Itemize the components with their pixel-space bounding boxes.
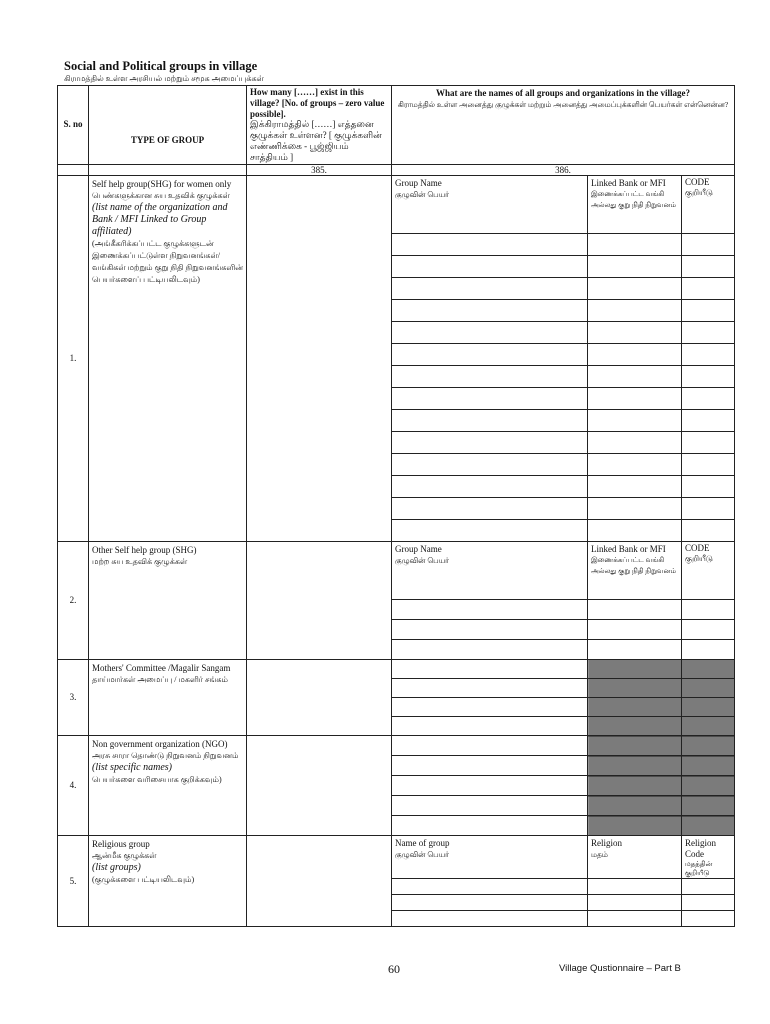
code-input[interactable] [682, 454, 735, 476]
religion-code-label-ta: மதத்தின் குறியீடு [685, 859, 713, 878]
group-type-ngo [89, 736, 247, 836]
bank-input[interactable] [588, 432, 682, 454]
bank-input[interactable] [588, 322, 682, 344]
footer-label: Village Qustionnaire – Part B [559, 963, 681, 974]
type-label-ta: மற்ற சுய உதவிக் குழுக்கள் [92, 557, 188, 567]
code-label: CODE [685, 177, 710, 188]
group-name-label: Group Name [395, 544, 442, 555]
row-number-5: 5. [58, 836, 89, 927]
bank-input[interactable] [588, 344, 682, 366]
religion-input[interactable] [588, 895, 682, 911]
group-name-input[interactable] [392, 410, 588, 432]
group-name-header [392, 542, 588, 600]
group-name-input[interactable] [392, 640, 588, 660]
linked-bank-label-ta: இணைக்கப்பட்ட வங்கி அல்லது குறு நிதி நிறுவனம் [591, 556, 677, 575]
shaded-cell [682, 756, 735, 776]
bank-input[interactable] [588, 520, 682, 542]
group-name-input[interactable] [392, 278, 588, 300]
count-input-ngo[interactable] [247, 736, 392, 836]
howmany-column-header [247, 86, 392, 165]
group-name-input[interactable] [392, 895, 588, 911]
code-label-ta: குறியீடு [685, 188, 713, 198]
bank-input[interactable] [588, 454, 682, 476]
bank-input[interactable] [588, 278, 682, 300]
linked-bank-label-ta: இணைக்கப்பட்ட வங்கி அல்லது குறு நிதி நிறுவனம் [591, 190, 677, 209]
group-name-input[interactable] [392, 776, 588, 796]
religion-code-input[interactable] [682, 895, 735, 911]
group-type-mothers-committee [89, 660, 247, 736]
shaded-cell [682, 698, 735, 717]
row-number-2: 2. [58, 542, 89, 660]
bank-input[interactable] [588, 388, 682, 410]
type-instruction: (list name of the organization and Bank / MFI Linked to Group affiliated) [92, 202, 228, 238]
bank-input[interactable] [588, 234, 682, 256]
type-label-en: Religious group [92, 839, 150, 850]
type-label-en: Mothers' Committee /Magalir Sangam [92, 663, 231, 674]
group-name-input[interactable] [392, 600, 588, 620]
code-input[interactable] [682, 640, 735, 660]
code-input[interactable] [682, 366, 735, 388]
group-name-input[interactable] [392, 432, 588, 454]
page-number: 60 [388, 962, 400, 976]
bank-input[interactable] [588, 498, 682, 520]
code-label-ta: குறியீடு [685, 554, 713, 564]
shaded-cell [682, 776, 735, 796]
group-name-input[interactable] [392, 520, 588, 542]
shaded-cell [588, 816, 682, 836]
group-name-input[interactable] [392, 300, 588, 322]
religion-code-header [682, 836, 735, 879]
group-name-label: Group Name [395, 178, 442, 189]
group-name-label: Name of group [395, 838, 450, 849]
names-header-en: What are the names of all groups and organizations in the village? [436, 88, 690, 98]
linked-bank-label: Linked Bank or MFI [591, 544, 666, 555]
count-input-religious[interactable] [247, 836, 392, 927]
code-input[interactable] [682, 498, 735, 520]
count-input-shg-women[interactable] [247, 176, 392, 542]
group-name-input[interactable] [392, 756, 588, 776]
type-label-en: Self help group(SHG) for women only [92, 179, 232, 190]
type-label-ta: அரசு சாரா தொண்டு நிறுவனம் நிறுவனம் [92, 751, 239, 761]
shaded-cell [588, 736, 682, 756]
page-subtitle-tamil: கிராமத்தில் உள்ள அரசியல் மற்றும் சமூக அமைப்புக்கள் [64, 74, 264, 83]
group-name-input[interactable] [392, 322, 588, 344]
religion-input[interactable] [588, 911, 682, 927]
shaded-cell [682, 717, 735, 736]
sno-column-header: S. no [58, 86, 89, 165]
bank-input[interactable] [588, 476, 682, 498]
count-input-mothers-committee[interactable] [247, 660, 392, 736]
group-name-input[interactable] [392, 816, 588, 836]
shaded-cell [588, 698, 682, 717]
bank-input[interactable] [588, 256, 682, 278]
column-number-386: 386. [392, 164, 735, 176]
page-title: Social and Political groups in village [64, 59, 258, 73]
linked-bank-header [588, 542, 682, 600]
type-instruction-ta: (குழுக்களை பட்டியலிடவும்) [92, 875, 195, 885]
group-name-header [392, 176, 588, 234]
row-number-4: 4. [58, 736, 89, 836]
shaded-cell [682, 796, 735, 816]
bank-input[interactable] [588, 600, 682, 620]
religion-code-input[interactable] [682, 911, 735, 927]
shaded-cell [588, 776, 682, 796]
howmany-header-en: How many [……] exist in this village? [No. of groups – zero value possible]. [250, 87, 385, 119]
group-name-input[interactable] [392, 660, 588, 679]
shaded-cell [682, 679, 735, 698]
group-name-input[interactable] [392, 796, 588, 816]
group-name-label-ta: குழுவின் பெயர் [395, 556, 450, 566]
bank-input[interactable] [588, 366, 682, 388]
shaded-cell [588, 679, 682, 698]
type-instruction: (list groups) [92, 862, 141, 874]
type-label-ta: பெண்களுக்கான சுய உதவிக் குழுக்கள் [92, 191, 230, 201]
group-type-other-shg [89, 542, 247, 660]
group-name-input[interactable] [392, 679, 588, 698]
religion-header [588, 836, 682, 879]
group-name-input[interactable] [392, 911, 588, 927]
shaded-cell [682, 660, 735, 679]
group-name-header [392, 836, 588, 879]
group-name-input[interactable] [392, 698, 588, 717]
group-name-input[interactable] [392, 256, 588, 278]
names-column-header [392, 86, 735, 165]
code-input[interactable] [682, 234, 735, 256]
group-name-label-ta: குழுவின் பெயர் [395, 190, 450, 200]
bank-input[interactable] [588, 640, 682, 660]
code-header [682, 176, 735, 234]
group-name-input[interactable] [392, 879, 588, 895]
row-number-3: 3. [58, 660, 89, 736]
code-header [682, 542, 735, 600]
group-name-label-ta: குழுவின் பெயர் [395, 850, 450, 860]
group-name-input[interactable] [392, 366, 588, 388]
shaded-cell [588, 717, 682, 736]
shaded-cell [588, 756, 682, 776]
type-label-ta: ஆன்மீக குழுக்கள் [92, 851, 157, 861]
blank-num-cell [58, 164, 89, 176]
count-input-other-shg[interactable] [247, 542, 392, 660]
bank-input[interactable] [588, 410, 682, 432]
shaded-cell [588, 796, 682, 816]
group-name-input[interactable] [392, 234, 588, 256]
group-type-shg-women [89, 176, 247, 542]
code-input[interactable] [682, 520, 735, 542]
group-name-input[interactable] [392, 717, 588, 736]
religion-input[interactable] [588, 879, 682, 895]
shaded-cell [682, 816, 735, 836]
type-instruction: (list specific names) [92, 762, 172, 774]
bank-input[interactable] [588, 620, 682, 640]
group-name-input[interactable] [392, 620, 588, 640]
type-label-en: Other Self help group (SHG) [92, 545, 197, 556]
group-name-input[interactable] [392, 454, 588, 476]
group-type-religious [89, 836, 247, 927]
howmany-header-ta: இக்கிராமத்தில் [……] எத்தனை குழுக்கள் உள்ளன? [ குழுக்களின் எண்ணிக்கை - பூஜ்ஜியம் சாத்தியம் ] [250, 119, 382, 162]
religion-label-ta: மதம் [591, 850, 608, 860]
linked-bank-header [588, 176, 682, 234]
code-input[interactable] [682, 322, 735, 344]
names-header-ta: கிராமத்தில் உள்ள அனைத்து குழுக்கள் மற்றும் அனைத்து அமைப்புக்களின் பெயர்கள் என்னென்ன? [397, 99, 729, 109]
type-label-en: Non government organization (NGO) [92, 739, 228, 750]
group-name-input[interactable] [392, 344, 588, 366]
code-label: CODE [685, 543, 710, 554]
code-input[interactable] [682, 344, 735, 366]
code-input[interactable] [682, 256, 735, 278]
code-input[interactable] [682, 278, 735, 300]
code-input[interactable] [682, 600, 735, 620]
religion-code-label: Religion Code [685, 838, 716, 860]
groups-table [57, 85, 735, 927]
group-name-input[interactable] [392, 476, 588, 498]
bank-input[interactable] [588, 300, 682, 322]
religion-label: Religion [591, 838, 622, 849]
code-input[interactable] [682, 432, 735, 454]
blank-num-cell [89, 164, 247, 176]
group-name-input[interactable] [392, 498, 588, 520]
code-input[interactable] [682, 476, 735, 498]
group-name-input[interactable] [392, 736, 588, 756]
code-input[interactable] [682, 300, 735, 322]
code-input[interactable] [682, 410, 735, 432]
type-instruction-ta: (அங்கீகரிக்கப்பட்ட குழுக்களுடன் இணைக்கப்பட்டுள்ள நிறுவனங்கள்/வங்கிகள் மற்றும் குறு நிதி நிறுவனங்களின் பெயர்களைப் பட்டியலிடவும்) [92, 239, 243, 285]
shaded-cell [588, 660, 682, 679]
type-instruction-ta: பெயர்களை வரிசையாக குறிக்கவும்) [92, 775, 222, 785]
code-input[interactable] [682, 388, 735, 410]
group-name-input[interactable] [392, 388, 588, 410]
type-label-ta: தாய்மார்கள் அமைப்பு / மகளிர் சங்கம் [92, 675, 228, 685]
linked-bank-label: Linked Bank or MFI [591, 178, 666, 189]
row-number-1: 1. [58, 176, 89, 542]
shaded-cell [682, 736, 735, 756]
type-column-header: TYPE OF GROUP [89, 86, 247, 165]
column-number-385: 385. [247, 164, 392, 176]
religion-code-input[interactable] [682, 879, 735, 895]
code-input[interactable] [682, 620, 735, 640]
